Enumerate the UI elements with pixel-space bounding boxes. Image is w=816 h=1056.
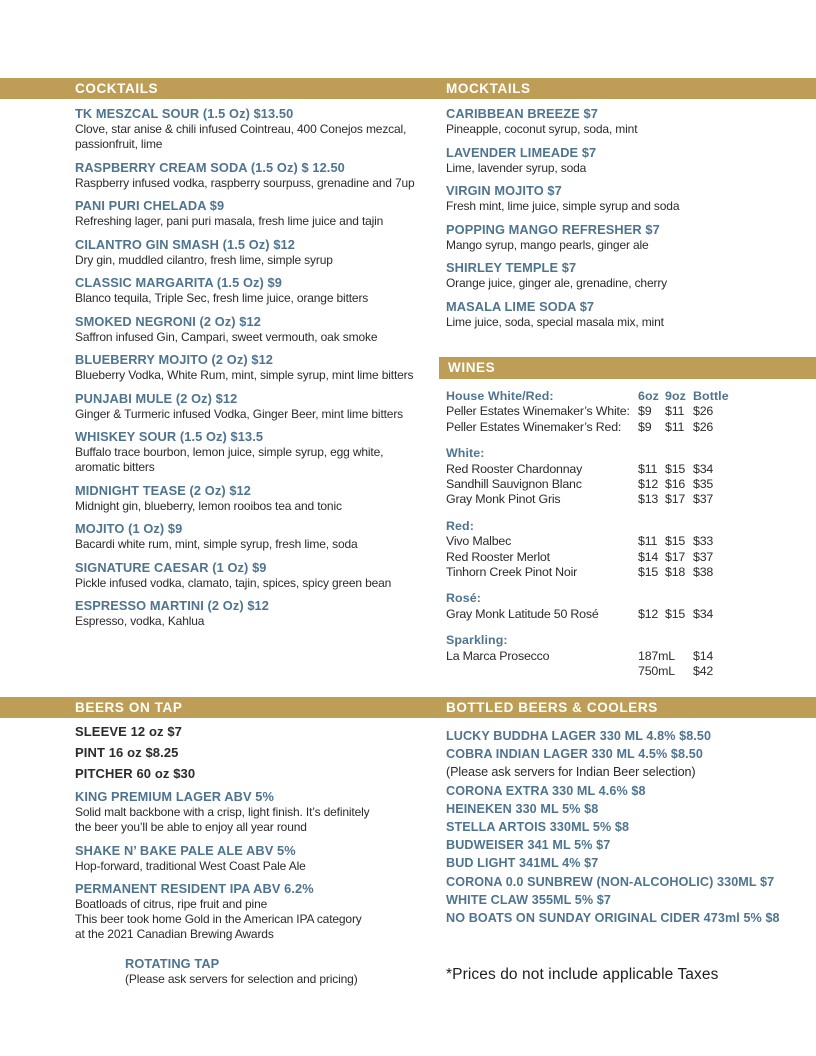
- item-title: KING PREMIUM LAGER ABV 5%: [75, 789, 274, 804]
- bottled-beer-line: CORONA 0.0 SUNBREW (NON-ALCOHOLIC) 330ML $7: [446, 874, 775, 889]
- wine-price: $14: [638, 549, 659, 564]
- menu-item: [75, 521, 410, 552]
- section-header-cocktails: [0, 78, 461, 99]
- menu-item: [75, 106, 410, 152]
- wine-group: [446, 519, 808, 581]
- wine-price: $37: [693, 549, 714, 564]
- bottled-beer-line: LUCKY BUDDHA LAGER 330 ML 4.8% $8.50: [446, 729, 712, 743]
- wine-group: [446, 591, 808, 622]
- item-title: ESPRESSO MARTINI (2 Oz) $12: [75, 598, 269, 613]
- wine-name: Gray Monk Pinot Gris: [446, 492, 561, 507]
- wine-group: [446, 633, 808, 679]
- wine-row: [446, 664, 808, 679]
- item-desc-line: Mango syrup, mango pearls, ginger ale: [446, 237, 649, 252]
- menu-item: [75, 881, 410, 942]
- wine-price: $26: [693, 419, 714, 434]
- bottled-beer-line: CORONA EXTRA 330 ML 4.6% $8: [446, 783, 646, 798]
- wine-price: $34: [693, 461, 714, 476]
- wine-price: $12: [638, 477, 659, 492]
- wine-name: [446, 664, 638, 679]
- item-desc-line: Buffalo trace bourbon, lemon juice, simple syrup, egg white,: [75, 445, 384, 459]
- section-header-label: BOTTLED BEERS & COOLERS: [446, 700, 658, 715]
- item-desc-line: at the 2021 Canadian Brewing Awards: [75, 927, 274, 941]
- item-desc-line: Espresso, vodka, Kahlua: [75, 614, 205, 628]
- menu-item: [75, 560, 410, 591]
- bottled-beer-line: BUDWEISER 341 ML 5% $7: [446, 838, 611, 853]
- menu-item: [75, 843, 410, 874]
- wine-price: $17: [665, 492, 686, 507]
- beer-items-list: [75, 789, 410, 942]
- wine-price: $11: [638, 534, 658, 549]
- bottled-beers-list: [446, 727, 808, 927]
- menu-item: [75, 352, 414, 383]
- wine-price: $16: [665, 477, 686, 492]
- item-desc-line: the beer you’ll be able to enjoy all year round: [75, 820, 307, 834]
- item-desc-line: Blanco tequila, Triple Sec, fresh lime juice, orange bitters: [75, 291, 369, 305]
- item-title: PUNJABI MULE (2 Oz) $12: [75, 390, 238, 406]
- menu-item: [75, 275, 410, 306]
- item-desc-line: Boatloads of citrus, ripe fruit and pine: [75, 897, 268, 911]
- wine-price: $13: [638, 492, 659, 507]
- wine-row: [446, 565, 808, 580]
- section-header-label: WINES: [448, 360, 496, 375]
- item-desc-line: Pickle infused vodka, clamato, tajin, spices, spicy green bean: [75, 575, 392, 590]
- wine-group-label: Sparkling:: [446, 633, 508, 648]
- wine-price: $14: [693, 648, 714, 663]
- wine-row: [446, 534, 808, 549]
- wine-group-label: Red:: [446, 518, 474, 533]
- menu-item: [446, 106, 798, 137]
- item-title: PANI PURI CHELADA $9: [75, 198, 225, 213]
- rotating-tap-desc: (Please ask servers for selection and pricing): [125, 972, 358, 986]
- item-title: SHAKE N’ BAKE PALE ALE ABV 5%: [75, 842, 296, 858]
- item-desc-line: This beer took home Gold in the American IPA category: [75, 912, 362, 926]
- menu-item: [75, 198, 410, 229]
- bottled-beer-line: COBRA INDIAN LAGER 330 ML 4.5% $8.50: [446, 747, 703, 762]
- menu-item: [446, 183, 798, 214]
- section-header-label: MOCKTAILS: [446, 81, 531, 96]
- wine-price: $26: [693, 404, 714, 419]
- beer-size-line: PINT 16 oz $8.25: [75, 745, 179, 760]
- wine-price: $15: [665, 534, 686, 549]
- tax-note: *Prices do not include applicable Taxes: [446, 966, 719, 983]
- menu-item: [446, 145, 798, 176]
- beer-size-line: SLEEVE 12 oz $7: [75, 724, 182, 739]
- item-desc-line: Saffron infused Gin, Campari, sweet vermouth, oak smoke: [75, 329, 378, 344]
- wine-price: $15: [638, 565, 659, 580]
- item-title: SHIRLEY TEMPLE $7: [446, 260, 577, 275]
- wine-group: [446, 446, 808, 508]
- bottled-beer-line: WHITE CLAW 355ML 5% $7: [446, 892, 612, 907]
- item-desc-line: Bacardi white rum, mint, simple syrup, fresh lime, soda: [75, 537, 358, 551]
- item-title: SIGNATURE CAESAR (1 Oz) $9: [75, 559, 267, 575]
- wine-row: [446, 477, 808, 492]
- wine-price: $11: [665, 404, 685, 419]
- wine-row: [446, 462, 808, 477]
- wine-price: $42: [693, 664, 714, 679]
- bottled-beer-line: HEINEKEN 330 ML 5% $8: [446, 801, 599, 816]
- item-desc-line: Clove, star anise & chili infused Cointreau, 400 Conejos mezcal,: [75, 122, 407, 136]
- wines-block: [446, 389, 808, 680]
- beer-sizes-list: [75, 724, 410, 781]
- rotating-tap-title: ROTATING TAP: [125, 956, 220, 971]
- section-header-label: COCKTAILS: [75, 81, 159, 96]
- item-desc-line: Lime, lavender syrup, soda: [446, 160, 587, 175]
- item-desc-line: Blueberry Vodka, White Rum, mint, simple syrup, mint lime bitters: [75, 368, 414, 382]
- wine-size-header: 9oz: [665, 389, 686, 403]
- item-desc-line: Ginger & Turmeric infused Vodka, Ginger Beer, mint lime bitters: [75, 406, 404, 421]
- section-header-bottled-beers: [403, 697, 816, 718]
- item-title: LAVENDER LIMEADE $7: [446, 144, 597, 160]
- menu-item: [75, 598, 410, 629]
- bottled-beer-line: (Please ask servers for Indian Beer selection): [446, 765, 696, 780]
- item-desc-line: passionfruit, lime: [75, 137, 163, 151]
- wine-group-label: House White/Red:: [446, 389, 554, 403]
- item-desc-line: Pineapple, coconut syrup, soda, mint: [446, 122, 638, 136]
- item-desc-line: aromatic bitters: [75, 460, 155, 474]
- wine-price: $12: [638, 606, 659, 621]
- item-desc-line: Midnight gin, blueberry, lemon rooibos tea and tonic: [75, 498, 342, 513]
- menu-item: [75, 429, 410, 475]
- wine-price: $17: [665, 549, 686, 564]
- rotating-tap: [125, 956, 410, 987]
- wine-price: $9: [638, 419, 652, 434]
- wine-name: Vivo Malbec: [446, 534, 512, 549]
- item-title: VIRGIN MOJITO $7: [446, 183, 562, 198]
- item-title: TK MESZCAL SOUR (1.5 Oz) $13.50: [75, 106, 294, 121]
- item-title: CLASSIC MARGARITA (1.5 Oz) $9: [75, 275, 282, 290]
- wine-house-header: [446, 389, 808, 404]
- item-title: CARIBBEAN BREEZE $7: [446, 106, 598, 121]
- wine-price: $38: [693, 565, 714, 580]
- item-desc-line: Hop-forward, traditional West Coast Pale Ale: [75, 858, 306, 873]
- menu-item: [75, 314, 410, 345]
- wine-size: 750mL: [638, 664, 675, 679]
- item-title: WHISKEY SOUR (1.5 Oz) $13.5: [75, 429, 264, 444]
- item-title: MOJITO (1 Oz) $9: [75, 521, 183, 536]
- wine-name: Gray Monk Latitude 50 Rosé: [446, 606, 599, 621]
- wine-price: $11: [665, 419, 685, 434]
- wine-row: [446, 607, 808, 622]
- item-desc-line: Raspberry infused vodka, raspberry sourpuss, grenadine and 7up: [75, 175, 415, 190]
- wine-name: Peller Estates Winemaker’s White:: [446, 404, 630, 419]
- section-header-wines: [439, 357, 816, 379]
- wine-row: [446, 550, 808, 565]
- wine-price: $33: [693, 534, 714, 549]
- section-header-beers-on-tap: [0, 697, 461, 718]
- wine-price: $18: [665, 565, 686, 580]
- wine-group-label: Rosé:: [446, 591, 481, 606]
- wine-price: $15: [665, 461, 686, 476]
- item-title: MASALA LIME SODA $7: [446, 298, 595, 314]
- item-desc-line: Refreshing lager, pani puri masala, fresh lime juice and tajin: [75, 214, 384, 228]
- menu-item: [75, 391, 410, 422]
- bottled-beer-line: STELLA ARTOIS 330ML 5% $8: [446, 820, 630, 835]
- item-title: CILANTRO GIN SMASH (1.5 Oz) $12: [75, 236, 295, 252]
- wine-price: $15: [665, 606, 686, 621]
- section-header-label: BEERS ON TAP: [75, 700, 183, 715]
- section-header-mocktails: [403, 78, 816, 99]
- wine-name: La Marca Prosecco: [446, 648, 550, 663]
- menu-item: [446, 222, 798, 253]
- menu-item: [75, 789, 410, 835]
- item-title: SMOKED NEGRONI (2 Oz) $12: [75, 313, 261, 329]
- menu-item: [446, 260, 798, 291]
- wine-price: $11: [638, 461, 658, 476]
- menu-item: [75, 237, 410, 268]
- wine-size-header: 6oz: [638, 389, 659, 403]
- item-desc-line: Solid malt backbone with a crisp, light finish. It’s definitely: [75, 805, 370, 819]
- wine-price: $9: [638, 404, 652, 419]
- wine-size: 187mL: [638, 648, 675, 663]
- item-title: MIDNIGHT TEASE (2 Oz) $12: [75, 482, 251, 498]
- mocktails-list: [446, 106, 798, 337]
- menu-item: [446, 299, 798, 330]
- item-title: POPPING MANGO REFRESHER $7: [446, 221, 660, 237]
- wine-size-header: Bottle: [693, 389, 729, 403]
- cocktails-list: [75, 106, 415, 637]
- wine-price: $37: [693, 492, 714, 507]
- wine-row: [446, 649, 808, 664]
- wine-name: Red Rooster Merlot: [446, 549, 550, 564]
- item-desc-line: Dry gin, muddled cilantro, fresh lime, simple syrup: [75, 252, 333, 267]
- beer-size-line: PITCHER 60 oz $30: [75, 766, 196, 781]
- wine-row: [446, 404, 808, 419]
- wine-name: Red Rooster Chardonnay: [446, 461, 583, 476]
- wine-price: $34: [693, 606, 714, 621]
- wine-row: [446, 492, 808, 507]
- bottled-beer-line: NO BOATS ON SUNDAY ORIGINAL CIDER 473ml 5% $8: [446, 911, 780, 926]
- wine-name: Peller Estates Winemaker’s Red:: [446, 419, 622, 434]
- item-desc-line: Fresh mint, lime juice, simple syrup and soda: [446, 199, 680, 213]
- menu-item: [75, 159, 415, 191]
- wine-group-label: White:: [446, 446, 485, 461]
- bottled-beer-line: BUD LIGHT 341ML 4% $7: [446, 856, 599, 871]
- wine-price: $35: [693, 477, 714, 492]
- wine-row: [446, 420, 808, 435]
- item-title: BLUEBERRY MOJITO (2 Oz) $12: [75, 352, 274, 367]
- item-title: PERMANENT RESIDENT IPA ABV 6.2%: [75, 881, 314, 896]
- wine-name: Tinhorn Creek Pinot Noir: [446, 565, 578, 580]
- beers-on-tap-block: [75, 724, 410, 987]
- wine-name: Sandhill Sauvignon Blanc: [446, 477, 582, 492]
- menu-item: [75, 483, 410, 514]
- item-desc-line: Lime juice, soda, special masala mix, mint: [446, 314, 664, 329]
- item-desc-line: Orange juice, ginger ale, grenadine, cherry: [446, 276, 668, 290]
- item-title: RASPBERRY CREAM SODA (1.5 Oz) $ 12.50: [75, 159, 345, 175]
